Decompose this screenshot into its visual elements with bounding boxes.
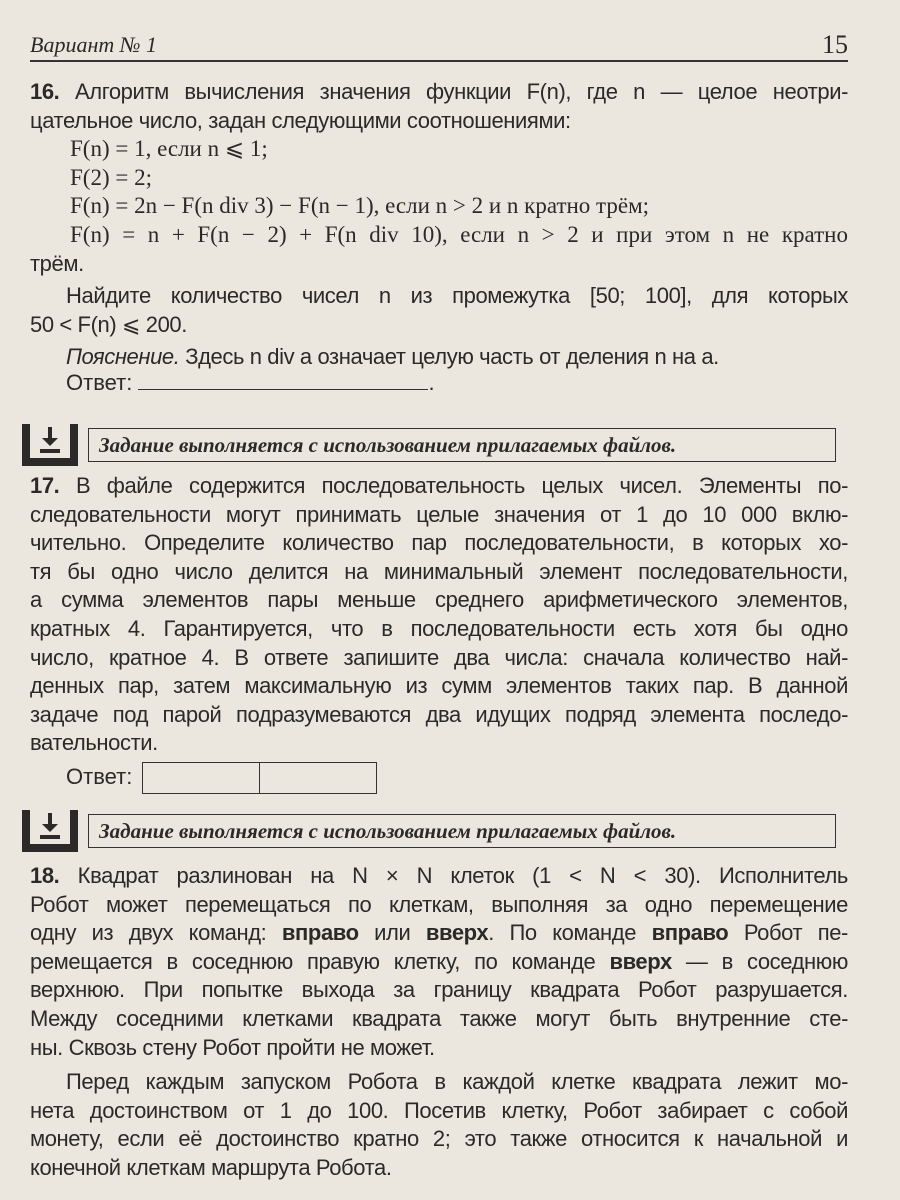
- answer-box-2[interactable]: [260, 762, 377, 794]
- task-17: [30, 472, 848, 758]
- answer-16: Ответ: .: [66, 370, 435, 395]
- formula: F(n) = 2n − F(n div 3) − F(n − 1), если n > 2 и n кратно трём;: [70, 193, 650, 219]
- formula: F(n) = n + F(n − 2) + F(n div 10), если n > 2 и при этом n не кратно: [70, 221, 848, 247]
- text-line: Квадрат разлинован на N × N клеток (1 < N < 30). Исполнитель: [77, 863, 848, 888]
- page-number: 15: [822, 30, 848, 59]
- text-line: одну из двух команд: вправо или вверх. По команде вправо Робот пе-: [30, 920, 848, 946]
- note-text: Здесь n div a означает целую часть от деления n на a.: [179, 344, 719, 370]
- text-line: денных пар, затем максимальную из сумм элементов таких пар. В данной: [30, 673, 848, 699]
- text-line: задаче под парой подразумеваются два идущих подряд элемента последо-: [30, 701, 848, 727]
- text-line: нета достоинством от 1 до 100. Посетив клетку, Робот забирает с собой: [30, 1097, 848, 1123]
- answer-box-1[interactable]: [142, 762, 260, 794]
- text-line: число, кратное 4. В ответе запишите два числа: сначала количество най-: [30, 644, 848, 670]
- download-file-icon: [22, 810, 78, 852]
- text-line: цательное число, задан следующими соотношениями:: [30, 107, 571, 133]
- text-line: ремещается в соседнюю правую клетку, по команде вверх — в соседнюю: [30, 948, 848, 974]
- text-line: монету, если её достоинство кратно 2; это также относится к начальной и: [30, 1126, 848, 1152]
- answer-field[interactable]: [138, 371, 428, 390]
- task-16: [30, 78, 848, 372]
- text-line: трём.: [30, 250, 84, 276]
- page-header: [30, 30, 848, 62]
- note: [30, 343, 848, 372]
- banner-text: Задание выполняется с использованием прилагаемых файлов.: [88, 814, 836, 848]
- text-line: чительно. Определите количество пар последовательности, в которых хо-: [30, 530, 848, 556]
- text-line: следовательности могут принимать целые значения от 1 до 10 000 вклю-: [30, 501, 848, 527]
- formula: F(n) = 1, если n ⩽ 1;: [70, 136, 268, 162]
- text-line: тя бы одно число делится на минимальный элемент последовательности,: [30, 558, 848, 584]
- text-line: кратных 4. Гарантируется, что в последовательности есть хотя бы одно: [30, 615, 848, 641]
- text-line: вательности.: [30, 730, 158, 756]
- download-file-icon: [22, 424, 78, 466]
- task-number: 18.: [30, 863, 60, 888]
- task-number: 16.: [30, 79, 60, 104]
- text-line: Алгоритм вычисления значения функции F(n), где n — целое неотри-: [74, 79, 849, 104]
- answer-17: [66, 762, 377, 794]
- formula: F(2) = 2;: [70, 164, 152, 190]
- text-line: Перед каждым запуском Робота в каждой клетке квадрата лежит мо-: [66, 1069, 848, 1095]
- answer-label: Ответ:: [66, 370, 133, 395]
- text-line: В файле содержится последовательность целых чисел. Элементы по-: [75, 473, 849, 498]
- attached-files-banner: [22, 424, 836, 466]
- text-line: Между соседними клетками квадрата также могут быть внутренние сте-: [30, 1005, 848, 1031]
- answer-label: Ответ:: [66, 763, 133, 789]
- text-line: ны. Сквозь стену Робот пройти не может.: [30, 1034, 435, 1060]
- text-line: верхнюю. При попытке выхода за границу квадрата Робот разрушается.: [30, 977, 848, 1003]
- variant-title: Вариант № 1: [30, 32, 157, 57]
- banner-text: Задание выполняется с использованием прилагаемых файлов.: [88, 428, 836, 462]
- text-line: а сумма элементов пары меньше среднего арифметического элементов,: [30, 587, 848, 613]
- text-line: конечной клеткам маршрута Робота.: [30, 1154, 392, 1180]
- task-number: 17.: [30, 473, 60, 498]
- question-line: 50 < F(n) ⩽ 200.: [30, 311, 187, 337]
- text-line: Робот может перемещаться по клеткам, выполняя за одно перемещение: [30, 891, 848, 917]
- note-label: Пояснение.: [66, 344, 180, 370]
- task-18: [30, 862, 848, 1183]
- question-line: Найдите количество чисел n из промежутка [50; 100], для которых: [66, 283, 848, 309]
- attached-files-banner: [22, 810, 836, 852]
